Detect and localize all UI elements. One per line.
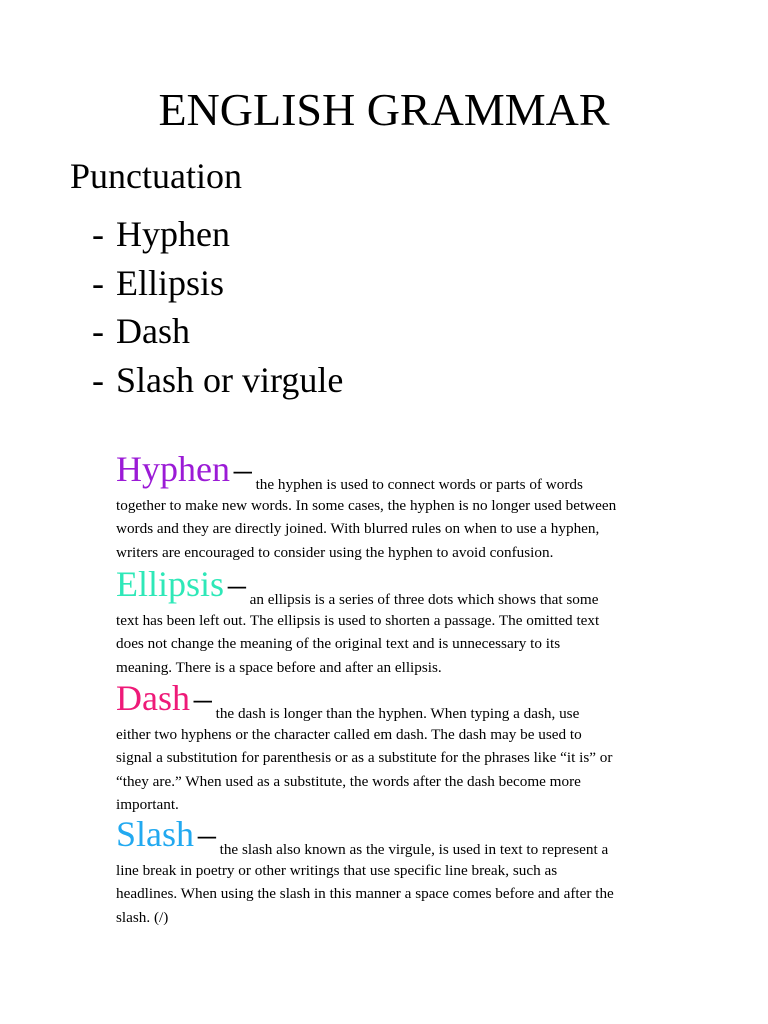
definition-separator: – [193, 678, 212, 718]
definition-text: signal a substitution for parenthesis or as a substitute for the phrases like “it is” or [116, 749, 613, 767]
topic-list [92, 210, 343, 404]
definition-hyphen [116, 451, 702, 564]
list-bullet: - [92, 359, 104, 400]
definition-text: important. [116, 795, 179, 813]
list-bullet: - [92, 311, 104, 351]
definition-separator: – [227, 564, 246, 604]
definition-term: Ellipsis [116, 564, 225, 604]
definition-text: slash. (/) [116, 908, 169, 926]
definition-text: either two hyphens or the character called em dash. The dash may be used to [116, 726, 582, 744]
list-item [92, 307, 343, 356]
definition-dash [116, 680, 702, 816]
definition-term: Dash [116, 678, 190, 718]
definition-text: text has been left out. The ellipsis is used to shorten a passage. The omitted text [116, 612, 600, 630]
definition-first-line [116, 566, 702, 611]
definition-text: the hyphen is used to connect words or parts of words [255, 476, 583, 493]
definition-separator: – [197, 814, 216, 854]
definition-text: together to make new words. In some cases, the hyphen is no longer used between [116, 497, 617, 515]
page-title: ENGLISH GRAMMAR [158, 84, 610, 135]
list-item-label: Ellipsis [116, 262, 225, 303]
definition-first-line [116, 816, 702, 861]
definition-separator: – [233, 449, 252, 489]
definition-text: the slash also known as the virgule, is used in text to represent a [219, 841, 609, 858]
list-item-label: Dash [116, 311, 190, 351]
definition-text: does not change the meaning of the original text and is unnecessary to its [116, 635, 561, 653]
definition-text: headlines. When using the slash in this manner a space comes before and after the [116, 885, 614, 903]
list-item [92, 259, 343, 308]
definition-text: an ellipsis is a series of three dots which shows that some [249, 591, 599, 608]
definition-term: Hyphen [116, 449, 230, 489]
definition-text: writers are encouraged to consider using the hyphen to avoid confusion. [116, 543, 554, 561]
list-item [92, 210, 343, 259]
section-heading: Punctuation [70, 156, 242, 196]
definition-term: Slash [116, 814, 195, 854]
definition-text: line break in poetry or other writings that use specific line break, such as [116, 862, 558, 880]
list-bullet: - [92, 262, 104, 303]
list-item [92, 356, 343, 405]
list-item-label: Hyphen [116, 214, 230, 254]
definition-first-line [116, 680, 702, 725]
definition-text: meaning. There is a space before and after an ellipsis. [116, 658, 442, 676]
list-bullet: - [92, 214, 104, 254]
definition-text: words and they are directly joined. With blurred rules on when to use a hyphen, [116, 520, 600, 538]
list-item-label: Slash or virgule [116, 359, 344, 400]
definition-text: the dash is longer than the hyphen. When typing a dash, use [215, 705, 580, 722]
definition-text: “they are.” When used as a substitute, the words after the dash become more [116, 772, 581, 790]
definition-ellipsis [116, 566, 702, 679]
definition-slash [116, 816, 702, 929]
definition-first-line [116, 451, 702, 496]
